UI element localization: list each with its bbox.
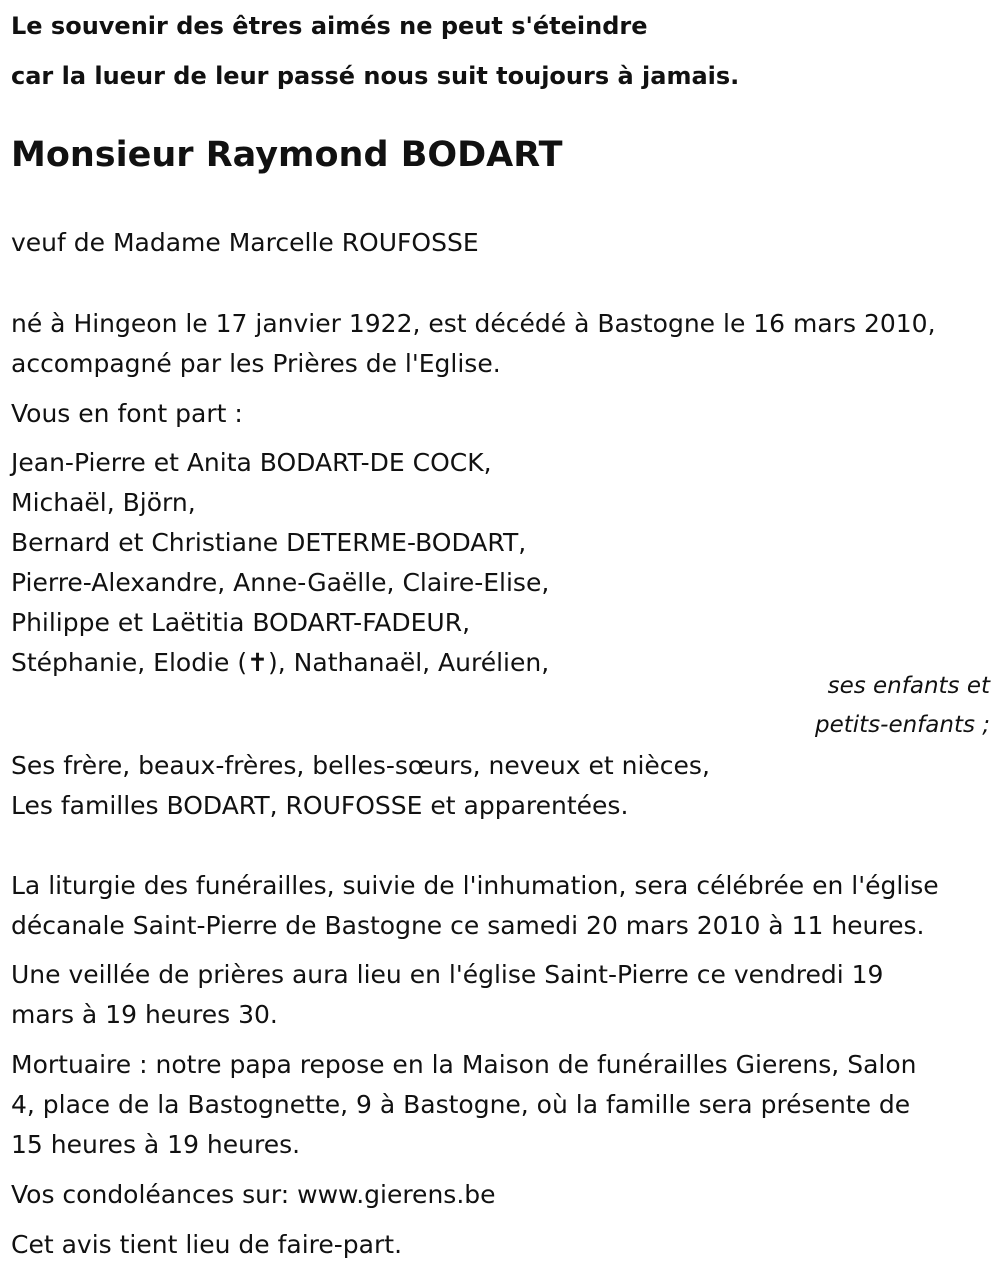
condolences-line: Vos condoléances sur: www.gierens.be: [11, 1180, 496, 1209]
mortuary-line-1: Mortuaire : notre papa repose en la Maison de funérailles Gierens, Salon: [11, 1050, 917, 1079]
family-line: Philippe et Laëtitia BODART-FADEUR,: [11, 608, 471, 637]
vigil-line-2: mars à 19 heures 30.: [11, 1000, 278, 1029]
family-line: Pierre-Alexandre, Anne-Gaëlle, Claire-Elise,: [11, 568, 550, 597]
birth-death-line-2: accompagné par les Prières de l'Eglise.: [11, 349, 501, 378]
family-line: Michaël, Björn,: [11, 488, 196, 517]
extended-family-line-2: Les familles BODART, ROUFOSSE et apparentées.: [11, 791, 629, 820]
vigil-line-1: Une veillée de prières aura lieu en l'église Saint-Pierre ce vendredi 19: [11, 960, 884, 989]
family-line: Jean-Pierre et Anita BODART-DE COCK,: [11, 448, 492, 477]
epigraph-line-2: car la lueur de leur passé nous suit toujours à jamais.: [11, 62, 740, 90]
extended-family-line-1: Ses frère, beaux-frères, belles-sœurs, neveux et nièces,: [11, 751, 710, 780]
mortuary-line-2: 4, place de la Bastognette, 9 à Bastogne, où la famille sera présente de: [11, 1090, 911, 1119]
announcement-intro: Vous en font part :: [11, 399, 243, 428]
liturgy-line-1: La liturgie des funérailles, suivie de l'inhumation, sera célébrée en l'église: [11, 871, 939, 900]
epigraph-line-1: Le souvenir des êtres aimés ne peut s'éteindre: [11, 12, 648, 40]
family-line: Stéphanie, Elodie (✝), Nathanaël, Aurélien,: [11, 648, 550, 677]
liturgy-line-2: décanale Saint-Pierre de Bastogne ce samedi 20 mars 2010 à 11 heures.: [11, 911, 925, 940]
mortuary-line-3: 15 heures à 19 heures.: [11, 1130, 301, 1159]
birth-death-line-1: né à Hingeon le 17 janvier 1922, est décédé à Bastogne le 16 mars 2010,: [11, 309, 936, 338]
closing-line: Cet avis tient lieu de faire-part.: [11, 1230, 403, 1259]
widower-of-line: veuf de Madame Marcelle ROUFOSSE: [11, 228, 479, 257]
family-line: Bernard et Christiane DETERME-BODART,: [11, 528, 527, 557]
relation-line-1: ses enfants et: [827, 673, 990, 699]
deceased-name: Monsieur Raymond BODART: [11, 135, 563, 175]
relation-line-2: petits-enfants ;: [814, 712, 990, 738]
